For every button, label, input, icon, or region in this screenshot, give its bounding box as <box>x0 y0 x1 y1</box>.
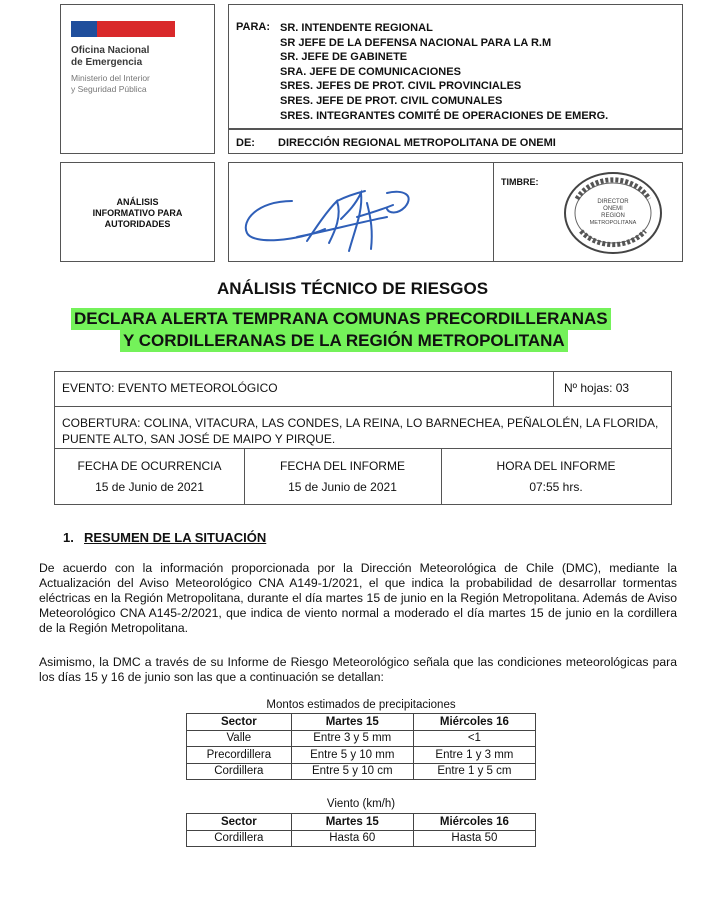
signature-box <box>228 162 683 262</box>
analysis-line: INFORMATIVO PARA <box>92 208 183 218</box>
date-value: 15 de Junio de 2021 <box>95 480 204 494</box>
table-cell: Precordillera <box>187 747 292 764</box>
table-divider <box>55 406 671 407</box>
recipients-list <box>280 21 608 123</box>
table-cell: Entre 1 y 5 cm <box>413 763 535 780</box>
table-cell: Valle <box>187 730 292 747</box>
paragraph: Asimismo, la DMC a través de su Informe de Riesgo Meteorológico señala que las condiciones meteorológicas para los días 15 y 16 de junio son las que a continuación se detallan: <box>39 655 677 684</box>
recipient-item: SR. INTENDENTE REGIONAL <box>280 22 433 34</box>
wind-table <box>186 813 536 847</box>
table-row <box>187 747 536 764</box>
recipients-box <box>228 4 683 129</box>
analysis-line: AUTORIDADES <box>104 219 171 229</box>
table-cell: Entre 1 y 3 mm <box>413 747 535 764</box>
table-row <box>187 830 536 847</box>
date-value: 15 de Junio de 2021 <box>288 480 397 494</box>
wind-caption: Viento (km/h) <box>326 798 396 810</box>
analysis-line: ANÁLISIS <box>116 197 159 207</box>
table-cell: Cordillera <box>187 763 292 780</box>
paragraph: De acuerdo con la información proporcionada por la Dirección Meteorológica de Chile (DMC), mediante la Actualización del Aviso Meteorológico CNA A149-1/2021, el que indica la probabilidad de desarrollar tormentas eléctricas en la Región Metropolitana, durante el día martes 15 de junio en la Región Metropolitana. Además de Aviso Meteorológico CNA A145-2/2021, que indica de viento normal a moderado el día martes 15 de junio en la cordillera de la Región Metropolitana. <box>39 561 677 635</box>
alert-headline-line2: Y CORDILLERANAS DE LA REGIÓN METROPOLITANA <box>120 330 568 352</box>
column-header: Miércoles 16 <box>413 714 535 731</box>
table-row <box>187 763 536 780</box>
occurrence-date-cell <box>55 456 244 498</box>
column-header: Sector <box>187 814 292 831</box>
precipitation-caption: Montos estimados de precipitaciones <box>266 699 456 711</box>
column-header: Martes 15 <box>291 714 413 731</box>
org-name-line2: de Emergencia <box>71 57 143 68</box>
table-header-row <box>187 814 536 831</box>
table-cell: Entre 5 y 10 cm <box>291 763 413 780</box>
timbre-divider <box>493 163 494 261</box>
column-header: Sector <box>187 714 292 731</box>
analysis-type-text <box>61 197 214 230</box>
timbre-label: TIMBRE: <box>501 177 539 187</box>
precipitation-table <box>186 713 536 780</box>
recipient-item: SRES. INTEGRANTES COMITÉ DE OPERACIONES DE EMERG. <box>280 109 609 122</box>
table-divider <box>55 448 671 449</box>
page-count: Nº hojas: 03 <box>564 381 630 395</box>
ministry-line1: Ministerio del Interior <box>71 73 150 83</box>
table-cell: Entre 5 y 10 mm <box>291 747 413 764</box>
date-label: FECHA DEL INFORME <box>280 459 405 473</box>
section-number: 1. <box>63 530 74 545</box>
date-label: HORA DEL INFORME <box>496 459 616 473</box>
table-header-row <box>187 714 536 731</box>
para-label: PARA: <box>236 21 271 33</box>
logo-text <box>71 45 150 95</box>
stamp-line: REGION <box>601 213 625 219</box>
table-cell: Entre 3 y 5 mm <box>291 730 413 747</box>
table-row <box>187 730 536 747</box>
column-header: Miércoles 16 <box>413 814 535 831</box>
table-cell: Hasta 50 <box>413 830 535 847</box>
section-title: RESUMEN DE LA SITUACIÓN <box>84 530 267 545</box>
sender-value: DIRECCIÓN REGIONAL METROPOLITANA DE ONEMI <box>278 137 556 149</box>
official-stamp <box>557 169 665 257</box>
org-name-line1: Oficina Nacional <box>71 45 150 56</box>
table-cell: <1 <box>413 730 535 747</box>
event-info-table <box>54 371 672 505</box>
recipient-item: SRA. JEFE DE COMUNICACIONES <box>280 65 461 78</box>
table-cell: Hasta 60 <box>291 830 413 847</box>
document-title: ANÁLISIS TÉCNICO DE RIESGOS <box>216 279 489 298</box>
report-date-cell <box>244 456 441 498</box>
date-label: FECHA DE OCURRENCIA <box>77 459 222 473</box>
coverage-text: COBERTURA: COLINA, VITACURA, LAS CONDES, LA REINA, LO BARNECHEA, PEÑALOLÉN, LA FLORIDA, PUENTE ALTO, SAN JOSÉ DE MAIPO Y PIRQUE. <box>62 416 659 446</box>
alert-headline-line1: DECLARA ALERTA TEMPRANA COMUNAS PRECORDILLERANAS <box>71 308 611 330</box>
sender-box <box>228 129 683 154</box>
column-header: Martes 15 <box>291 814 413 831</box>
chile-flag-bar <box>71 21 175 37</box>
stamp-line: METROPOLITANA <box>589 220 637 226</box>
recipient-item: SR. JEFE DE GABINETE <box>280 51 408 64</box>
report-time-cell <box>441 456 671 498</box>
event-type: EVENTO: EVENTO METEOROLÓGICO <box>62 381 278 395</box>
stamp-line: ONEMI <box>603 206 623 212</box>
date-value: 07:55 hrs. <box>529 480 583 494</box>
table-cell: Cordillera <box>187 830 292 847</box>
onemi-logo-box <box>60 4 215 154</box>
recipient-item: SRES. JEFE DE PROT. CIVIL COMUNALES <box>280 94 503 107</box>
table-divider <box>553 372 554 406</box>
de-label: DE: <box>236 137 255 149</box>
flag-blue-block <box>71 21 97 37</box>
recipient-item: SRES. JEFES DE PROT. CIVIL PROVINCIALES <box>280 80 522 93</box>
signature-image <box>237 171 427 256</box>
stamp-line: DIRECTOR <box>597 199 629 205</box>
recipient-item: SR JEFE DE LA DEFENSA NACIONAL PARA LA R.M <box>280 36 552 49</box>
ministry-line2: y Seguridad Pública <box>71 84 147 94</box>
flag-red-block <box>97 21 175 37</box>
analysis-type-box <box>60 162 215 262</box>
